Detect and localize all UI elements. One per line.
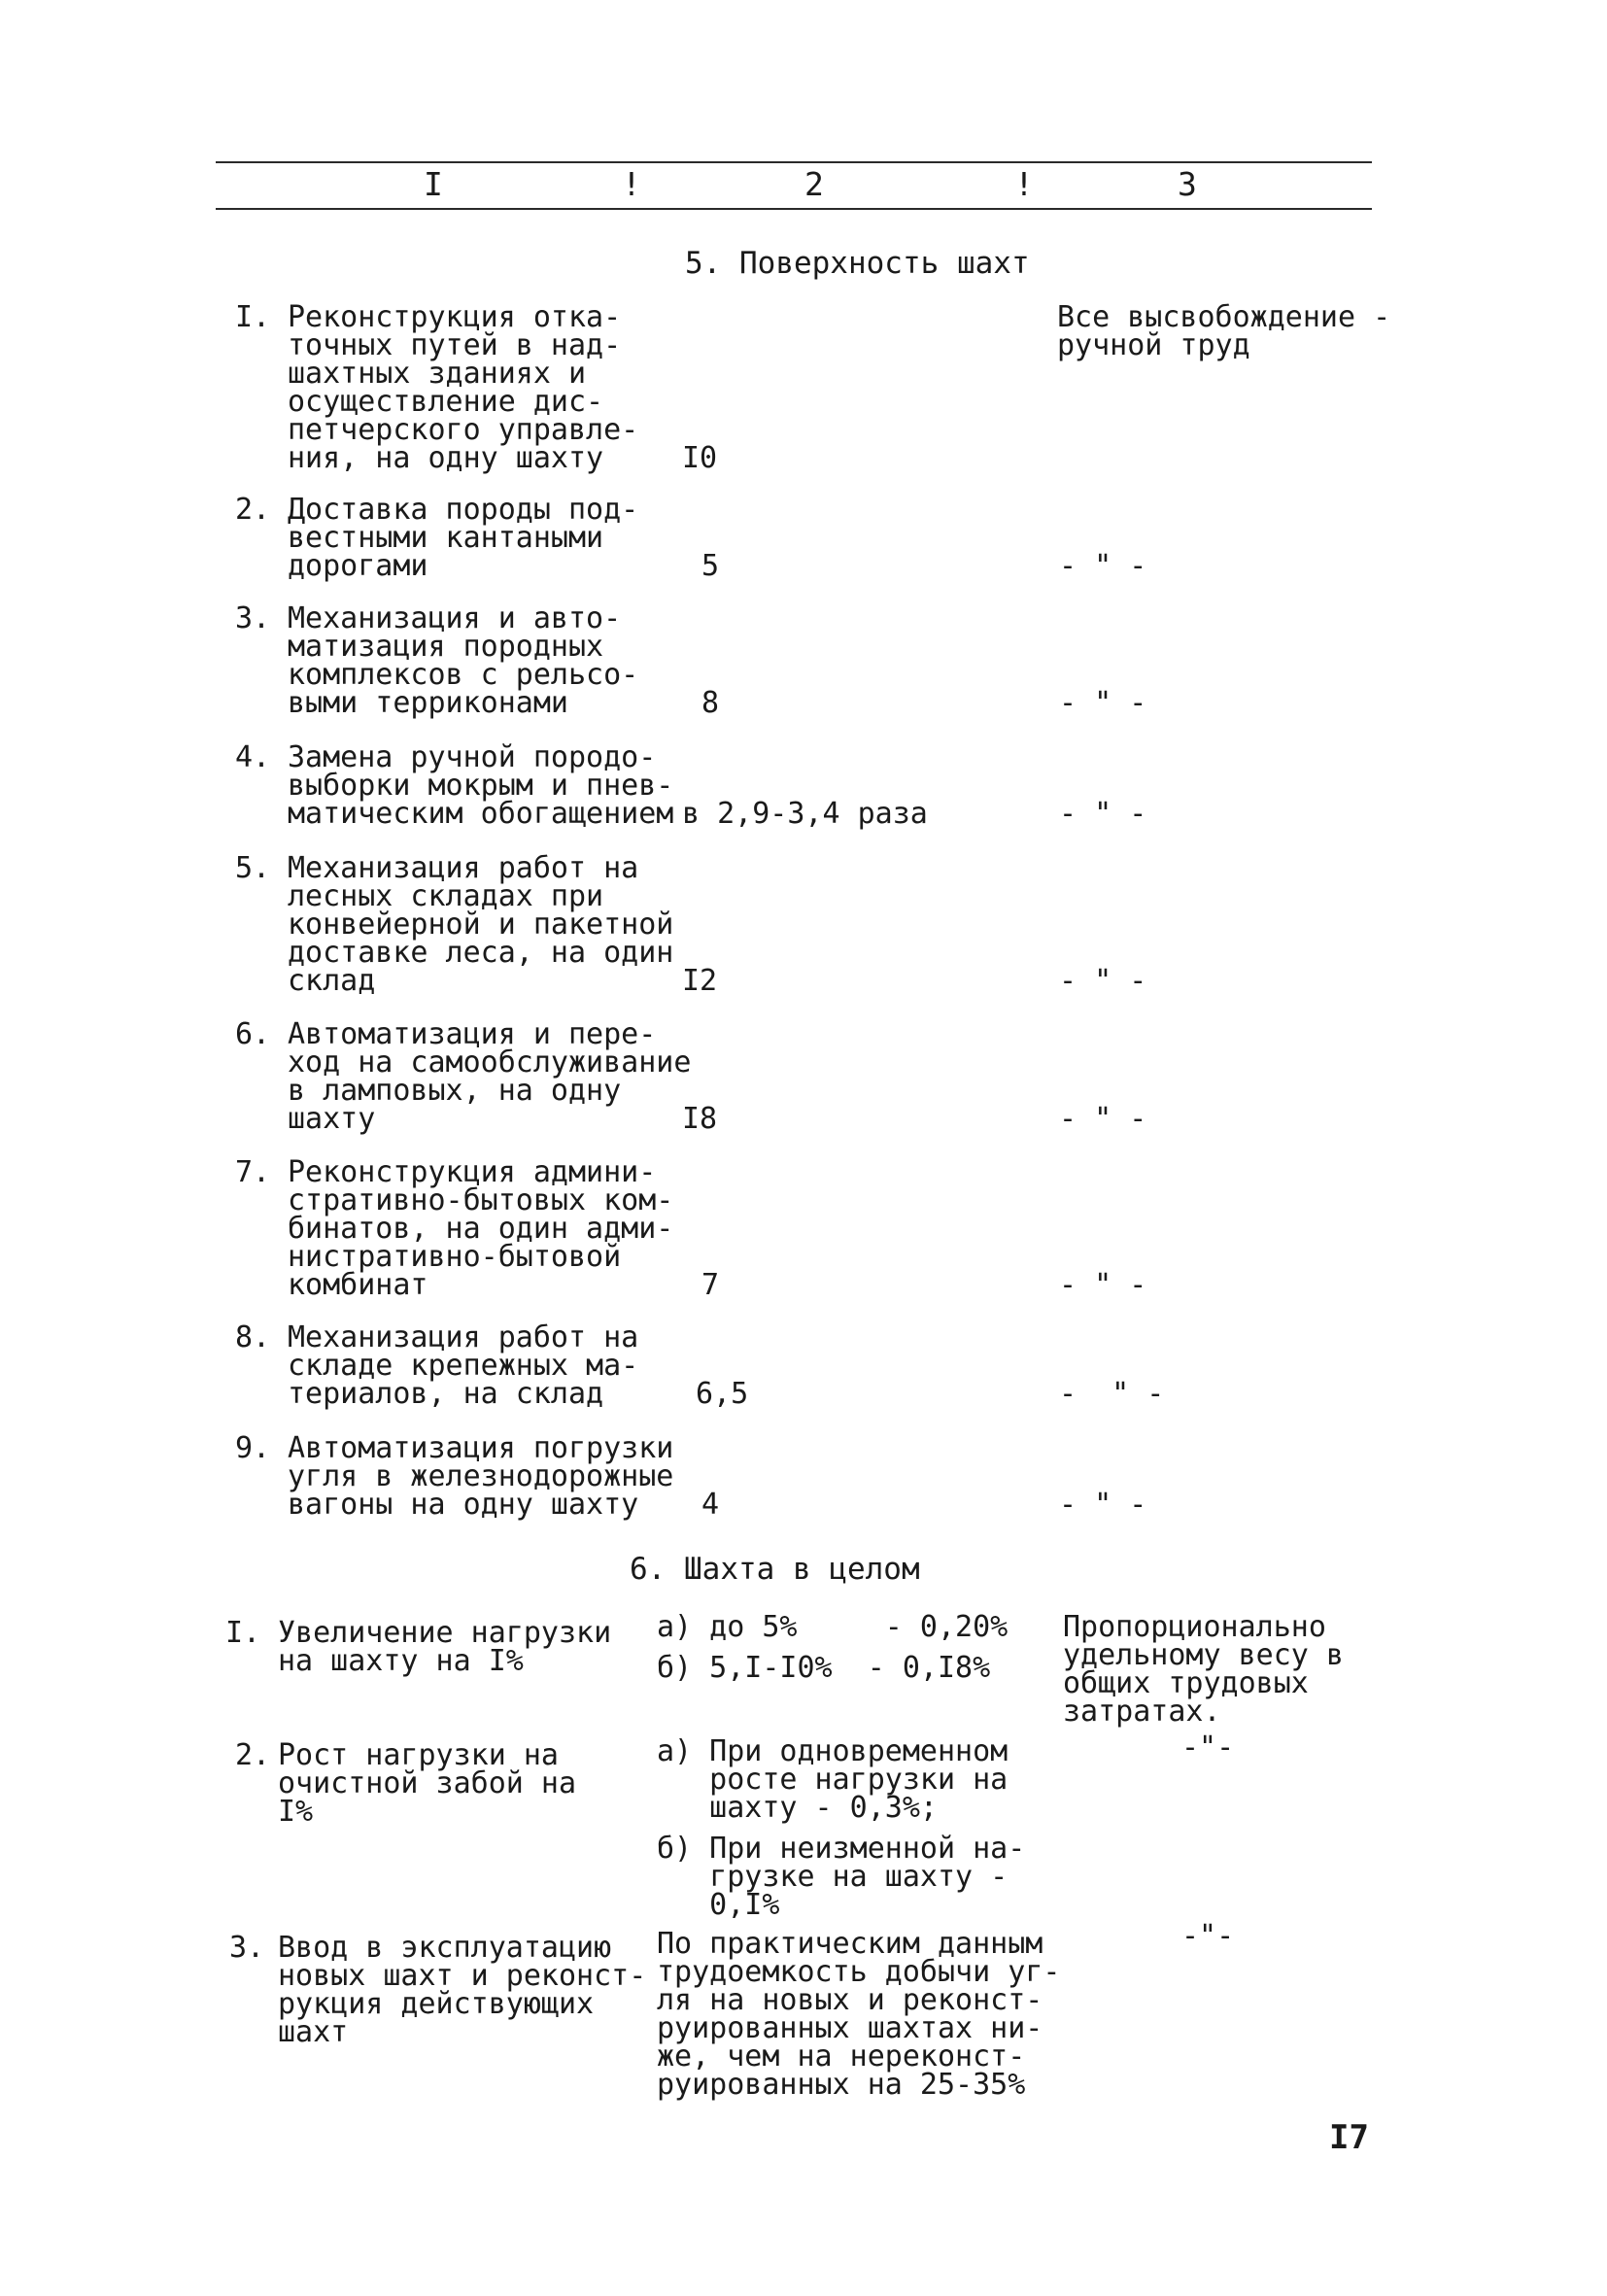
item-number: 2.: [235, 1738, 271, 1772]
item-description: Механизация работ на складе крепежных ма- териалов, на склад: [288, 1320, 639, 1411]
header-top-rule: [216, 161, 1372, 163]
item-value: в 2,9-3,4 раза: [682, 797, 928, 831]
item-value: б) 5,I-I0% - 0,I8%: [657, 1651, 991, 1685]
item-note: Пропорционально удельному весу в общих трудовых затратах.: [1063, 1610, 1344, 1729]
item-value: I0: [682, 441, 718, 475]
item-description: Механизация работ на лесных складах при конвейерной и пакетной доставке леса, на один склад: [288, 851, 674, 998]
item-value: 5: [701, 549, 720, 583]
item-description: Реконструкция админи- стративно-бытовых ком- бинатов, на один адми- нистративно-бытовой комбинат: [288, 1155, 674, 1302]
item-description: Ввод в эксплуатацию новых шахт и реконст- рукция действующих шахт: [278, 1931, 647, 2049]
item-number: 2.: [235, 493, 271, 527]
item-description: Автоматизация и пере- ход на самообслуживание в ламповых, на одну шахту: [288, 1017, 692, 1136]
item-value: 4: [701, 1488, 720, 1522]
item-note: -"-: [1181, 1731, 1235, 1765]
item-number: 5.: [235, 851, 271, 885]
item-number: I.: [225, 1616, 261, 1650]
column-header-2: 2: [804, 165, 824, 203]
item-value: 7: [701, 1268, 720, 1302]
item-number: 8.: [235, 1320, 271, 1354]
item-note: - " -: [1059, 1268, 1147, 1302]
item-description: Замена ручной породо- выборки мокрым и пнев- матическим обогащением: [288, 740, 674, 831]
header-bottom-rule: [216, 208, 1372, 210]
item-number: 7.: [235, 1155, 271, 1189]
section-title: 6. Шахта в целом: [630, 1552, 920, 1587]
item-note: - " -: [1059, 549, 1147, 583]
item-value: 6,5: [696, 1377, 749, 1411]
item-value: I8: [682, 1102, 718, 1136]
item-description: Механизация и авто- матизация породных комплексов с рельсо- выми терриконами: [288, 601, 639, 720]
item-note: - " -: [1059, 1488, 1147, 1522]
item-value: а) до 5% - 0,20%: [657, 1610, 1009, 1644]
item-note: - " -: [1059, 1102, 1147, 1136]
column-header-1: I: [424, 165, 443, 203]
column-separator: !: [622, 165, 641, 203]
column-header-3: 3: [1178, 165, 1197, 203]
item-value: 8: [701, 686, 720, 720]
item-value: а) При одновременном росте нагрузки на шахту - 0,3%;: [657, 1734, 1009, 1825]
item-note: - " -: [1059, 686, 1147, 720]
item-note: -"-: [1181, 1919, 1235, 1953]
page-number: I7: [1329, 2118, 1369, 2157]
item-number: 3.: [229, 1931, 265, 1965]
item-value: б) При неизменной на- грузке на шахту - 0,I%: [657, 1832, 1026, 1922]
item-description: Рост нагрузки на очистной забой на I%: [278, 1738, 577, 1829]
item-value: По практическим данным трудоемкость добычи уг- ля на новых и реконст- руированных шахтах ни- же, чем на нереконст- руированных на 25-35%: [657, 1927, 1061, 2102]
column-separator: !: [1014, 165, 1034, 203]
item-number: 9.: [235, 1431, 271, 1465]
item-note: Все высвобождение - ручной труд: [1057, 300, 1391, 362]
item-note: - " -: [1059, 964, 1147, 998]
item-note: - " -: [1059, 797, 1147, 831]
item-number: 3.: [235, 601, 271, 635]
item-description: Доставка породы под- вестными кантаными дорогами: [288, 493, 639, 583]
item-description: Реконструкция отка- точных путей в над- шахтных зданиях и осуществление дис- петчерского управле- ния, на одну шахту: [288, 300, 639, 475]
section-title: 5. Поверхность шахт: [685, 246, 1030, 281]
item-value: I2: [682, 964, 718, 998]
item-number: I.: [235, 300, 271, 334]
item-description: Автоматизация погрузки угля в железнодорожные вагоны на одну шахту: [288, 1431, 674, 1522]
item-note: - " -: [1059, 1377, 1165, 1411]
item-description: Увеличение нагрузки на шахту на I%: [278, 1616, 612, 1678]
item-number: 4.: [235, 740, 271, 774]
item-number: 6.: [235, 1017, 271, 1051]
